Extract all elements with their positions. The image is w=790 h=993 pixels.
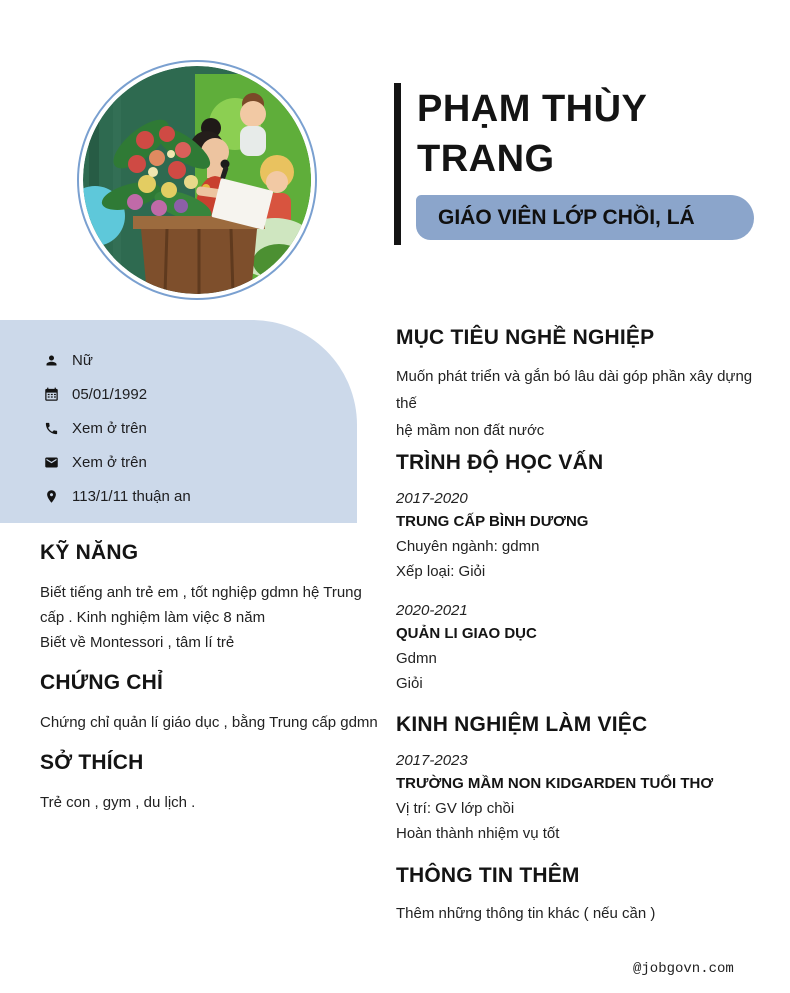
education-period: 2017-2020 — [396, 490, 468, 507]
section-heading-objective: MỤC TIÊU NGHỀ NGHIỆP — [396, 326, 655, 349]
calendar-icon — [44, 387, 59, 402]
certificates-text — [40, 710, 380, 735]
education-period: 2020-2021 — [396, 602, 468, 619]
objective-line: Muốn phát triển và gắn bó lâu dài góp phần xây dựng thế — [396, 368, 753, 412]
certificates-line: Chứng chỉ quản lí giáo dục , bằng Trung cấp gdmn — [40, 714, 378, 731]
education-school: QUẢN LI GIAO DỤC — [396, 625, 537, 642]
contact-value: Xem ở trên — [72, 453, 147, 471]
education-detail: Giỏi — [396, 675, 423, 692]
experience-detail: Hoàn thành nhiệm vụ tốt — [396, 825, 560, 842]
mail-icon — [44, 455, 59, 470]
objective-text — [396, 363, 766, 444]
contact-value: Xem ở trên — [72, 419, 147, 437]
section-heading-education: TRÌNH ĐỘ HỌC VẤN — [396, 451, 604, 474]
education-entry — [396, 599, 537, 696]
education-detail: Xếp loại: Giỏi — [396, 563, 486, 580]
contact-info-box — [0, 320, 357, 523]
contact-item-email — [44, 445, 357, 479]
experience-company: TRƯỜNG MẦM NON KIDGARDEN TUỔI THƠ — [396, 775, 714, 792]
skills-text — [40, 580, 375, 655]
experience-entry — [396, 749, 713, 846]
experience-detail: Vị trí: GV lớp chồi — [396, 800, 515, 817]
additional-line: Thêm những thông tin khác ( nếu cần ) — [396, 905, 656, 922]
phone-icon — [44, 421, 59, 436]
job-title-banner — [416, 195, 754, 240]
watermark: @jobgovn.com — [633, 961, 734, 977]
name-accent-bar — [394, 83, 401, 245]
objective-line: hệ mầm non đất nước — [396, 422, 545, 439]
profile-photo-illustration — [83, 66, 311, 294]
section-heading-hobbies: SỞ THÍCH — [40, 751, 144, 774]
contact-item-phone — [44, 411, 357, 445]
section-heading-certificates: CHỨNG CHỈ — [40, 671, 164, 694]
skills-line: Biết tiếng anh trẻ em , tốt nghiệp gdmn hệ Trung — [40, 584, 362, 601]
section-heading-experience: KINH NGHIỆM LÀM VIỆC — [396, 713, 648, 736]
skills-line: Biết về Montessori , tâm lí trẻ — [40, 634, 235, 651]
contact-item-address — [44, 479, 357, 513]
contact-item-gender — [44, 343, 357, 377]
section-heading-additional: THÔNG TIN THÊM — [396, 864, 580, 887]
job-title: GIÁO VIÊN LỚP CHỒI, LÁ — [438, 205, 695, 229]
section-heading-skills: KỸ NĂNG — [40, 541, 139, 564]
education-entry — [396, 487, 588, 584]
additional-text — [396, 901, 766, 926]
experience-period: 2017-2023 — [396, 752, 468, 769]
education-detail: Gdmn — [396, 650, 437, 667]
contact-value: Nữ — [72, 351, 93, 369]
hobbies-line: Trẻ con , gym , du lịch . — [40, 794, 196, 811]
skills-line: cấp . Kinh nghiệm làm việc 8 năm — [40, 609, 266, 626]
location-icon — [44, 489, 59, 504]
hobbies-text — [40, 790, 375, 815]
profile-photo — [77, 60, 317, 300]
education-school: TRUNG CẤP BÌNH DƯƠNG — [396, 513, 589, 530]
contact-value: 05/01/1992 — [72, 385, 148, 403]
person-icon — [44, 353, 59, 368]
candidate-name: PHẠM THÙY TRANG — [417, 88, 647, 180]
contact-value: 113/1/11 thuận an — [72, 487, 191, 505]
education-detail: Chuyên ngành: gdmn — [396, 538, 540, 555]
contact-item-birthdate — [44, 377, 357, 411]
